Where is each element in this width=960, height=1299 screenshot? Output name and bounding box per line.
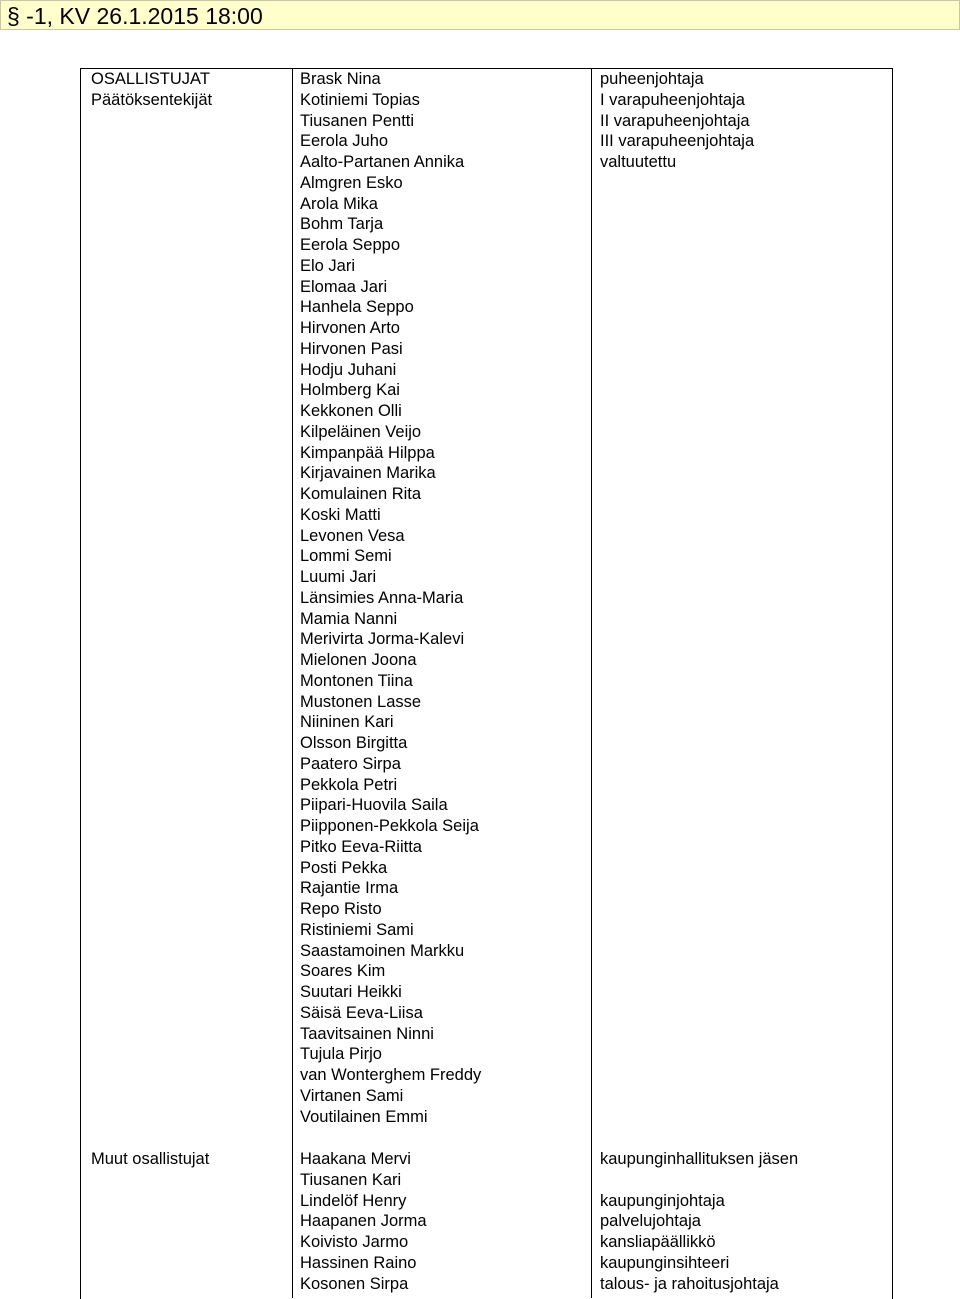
section1-labels <box>91 69 212 111</box>
participant-role: puheenjohtaja <box>600 70 704 88</box>
column-divider-1 <box>292 68 293 1298</box>
participant-role: talous- ja rahoitusjohtaja <box>600 1274 779 1293</box>
participant-role: valtuutettu <box>600 153 677 171</box>
participant-role: palvelujohtaja <box>600 1212 701 1231</box>
participant-name: Mamia Nanni <box>300 609 398 628</box>
participant-name: Posti Pekka <box>300 858 388 877</box>
participant-name: Tiusanen Kari <box>300 1170 402 1189</box>
participant-name: Olsson Birgitta <box>300 734 408 752</box>
participant-name: Voutilainen Emmi <box>300 1107 428 1126</box>
participant-role <box>600 1170 798 1191</box>
header-bar <box>0 0 960 30</box>
section2-names-list <box>300 1149 427 1294</box>
participant-name: Tujula Pirjo <box>300 1045 382 1064</box>
participant-name: Säisä Eeva-Liisa <box>300 1003 423 1022</box>
section2-roles-list <box>600 1149 798 1294</box>
participant-name: Kotiniemi Topias <box>300 90 420 109</box>
participant-name: Länsimies Anna-Maria <box>300 588 464 607</box>
participant-name: Arola Mika <box>300 194 378 213</box>
section-subheading: Päätöksentekijät <box>91 90 213 109</box>
participant-name: Virtanen Sami <box>300 1086 404 1105</box>
participant-name: Haapanen Jorma <box>300 1212 427 1231</box>
participant-name: Elomaa Jari <box>300 277 388 296</box>
participant-role: III varapuheenjohtaja <box>600 132 755 151</box>
participant-name: Tiusanen Pentti <box>300 111 415 130</box>
participant-name: Ristiniemi Sami <box>300 920 414 939</box>
participant-name: Kekkonen Olli <box>300 402 402 420</box>
participant-name: Taavitsainen Ninni <box>300 1024 434 1043</box>
participant-name: Koivisto Jarmo <box>300 1233 409 1251</box>
participant-name: Hassinen Raino <box>300 1253 417 1272</box>
participant-name: van Wonterghem Freddy <box>300 1066 482 1084</box>
participant-name: Hanhela Seppo <box>300 298 414 317</box>
participant-name: Hirvonen Arto <box>300 319 400 337</box>
section1-roles-list <box>600 69 754 173</box>
participant-name: Merivirta Jorma-Kalevi <box>300 630 465 649</box>
header-text: § -1, KV 26.1.2015 18:00 <box>7 3 263 29</box>
section-heading: OSALLISTUJAT <box>91 70 210 88</box>
participant-name: Lindelöf Henry <box>300 1191 407 1210</box>
participant-name: Bohm Tarja <box>300 215 384 234</box>
participant-name: Luumi Jari <box>300 568 377 586</box>
participant-role: kaupunginjohtaja <box>600 1191 725 1210</box>
participant-name: Koski Matti <box>300 505 381 524</box>
participant-role: kaupunginhallituksen jäsen <box>600 1150 799 1168</box>
participant-name: Lommi Semi <box>300 547 392 566</box>
participant-name: Haakana Mervi <box>300 1150 411 1168</box>
section1-names-list <box>300 69 481 1127</box>
participant-name: Kilpeläinen Veijo <box>300 422 422 441</box>
section-heading: Muut osallistujat <box>91 1150 210 1168</box>
participant-role: kaupunginsihteeri <box>600 1253 730 1272</box>
participant-name: Saastamoinen Markku <box>300 941 465 960</box>
participant-name: Repo Risto <box>300 900 382 918</box>
participant-name: Eerola Juho <box>300 132 389 151</box>
participant-name: Kirjavainen Marika <box>300 464 436 483</box>
participant-name: Kosonen Sirpa <box>300 1274 409 1293</box>
participant-name: Paatero Sirpa <box>300 754 401 773</box>
participant-name: Almgren Esko <box>300 173 403 192</box>
participant-name: Mustonen Lasse <box>300 692 422 711</box>
participant-name: Aalto-Partanen Annika <box>300 153 465 171</box>
participant-name: Elo Jari <box>300 256 356 275</box>
participant-name: Hirvonen Pasi <box>300 339 403 358</box>
participant-name: Mielonen Joona <box>300 651 417 669</box>
participant-role: I varapuheenjohtaja <box>600 90 745 109</box>
participants-table <box>80 68 893 1299</box>
participant-role: II varapuheenjohtaja <box>600 111 750 130</box>
participant-name: Holmberg Kai <box>300 381 400 400</box>
participant-name: Brask Nina <box>300 70 381 88</box>
participant-name: Levonen Vesa <box>300 526 405 545</box>
column-divider-2 <box>591 68 592 1298</box>
participant-name: Piipponen-Pekkola Seija <box>300 817 479 835</box>
participant-name: Kimpanpää Hilppa <box>300 443 435 462</box>
participant-name: Piipari-Huovila Saila <box>300 796 448 815</box>
participant-name: Eerola Seppo <box>300 236 400 254</box>
participant-name: Komulainen Rita <box>300 485 422 503</box>
participant-name: Rajantie Irma <box>300 879 399 898</box>
participant-name: Soares Kim <box>300 962 386 981</box>
participant-name: Pekkola Petri <box>300 775 398 794</box>
participant-name: Montonen Tiina <box>300 671 413 690</box>
participant-role: kansliapäällikkö <box>600 1233 716 1251</box>
section2-labels <box>91 1149 209 1170</box>
participant-name: Pitko Eeva-Riitta <box>300 837 422 856</box>
participant-name: Niininen Kari <box>300 713 394 732</box>
participant-name: Hodju Juhani <box>300 360 397 379</box>
participant-name: Suutari Heikki <box>300 983 402 1001</box>
